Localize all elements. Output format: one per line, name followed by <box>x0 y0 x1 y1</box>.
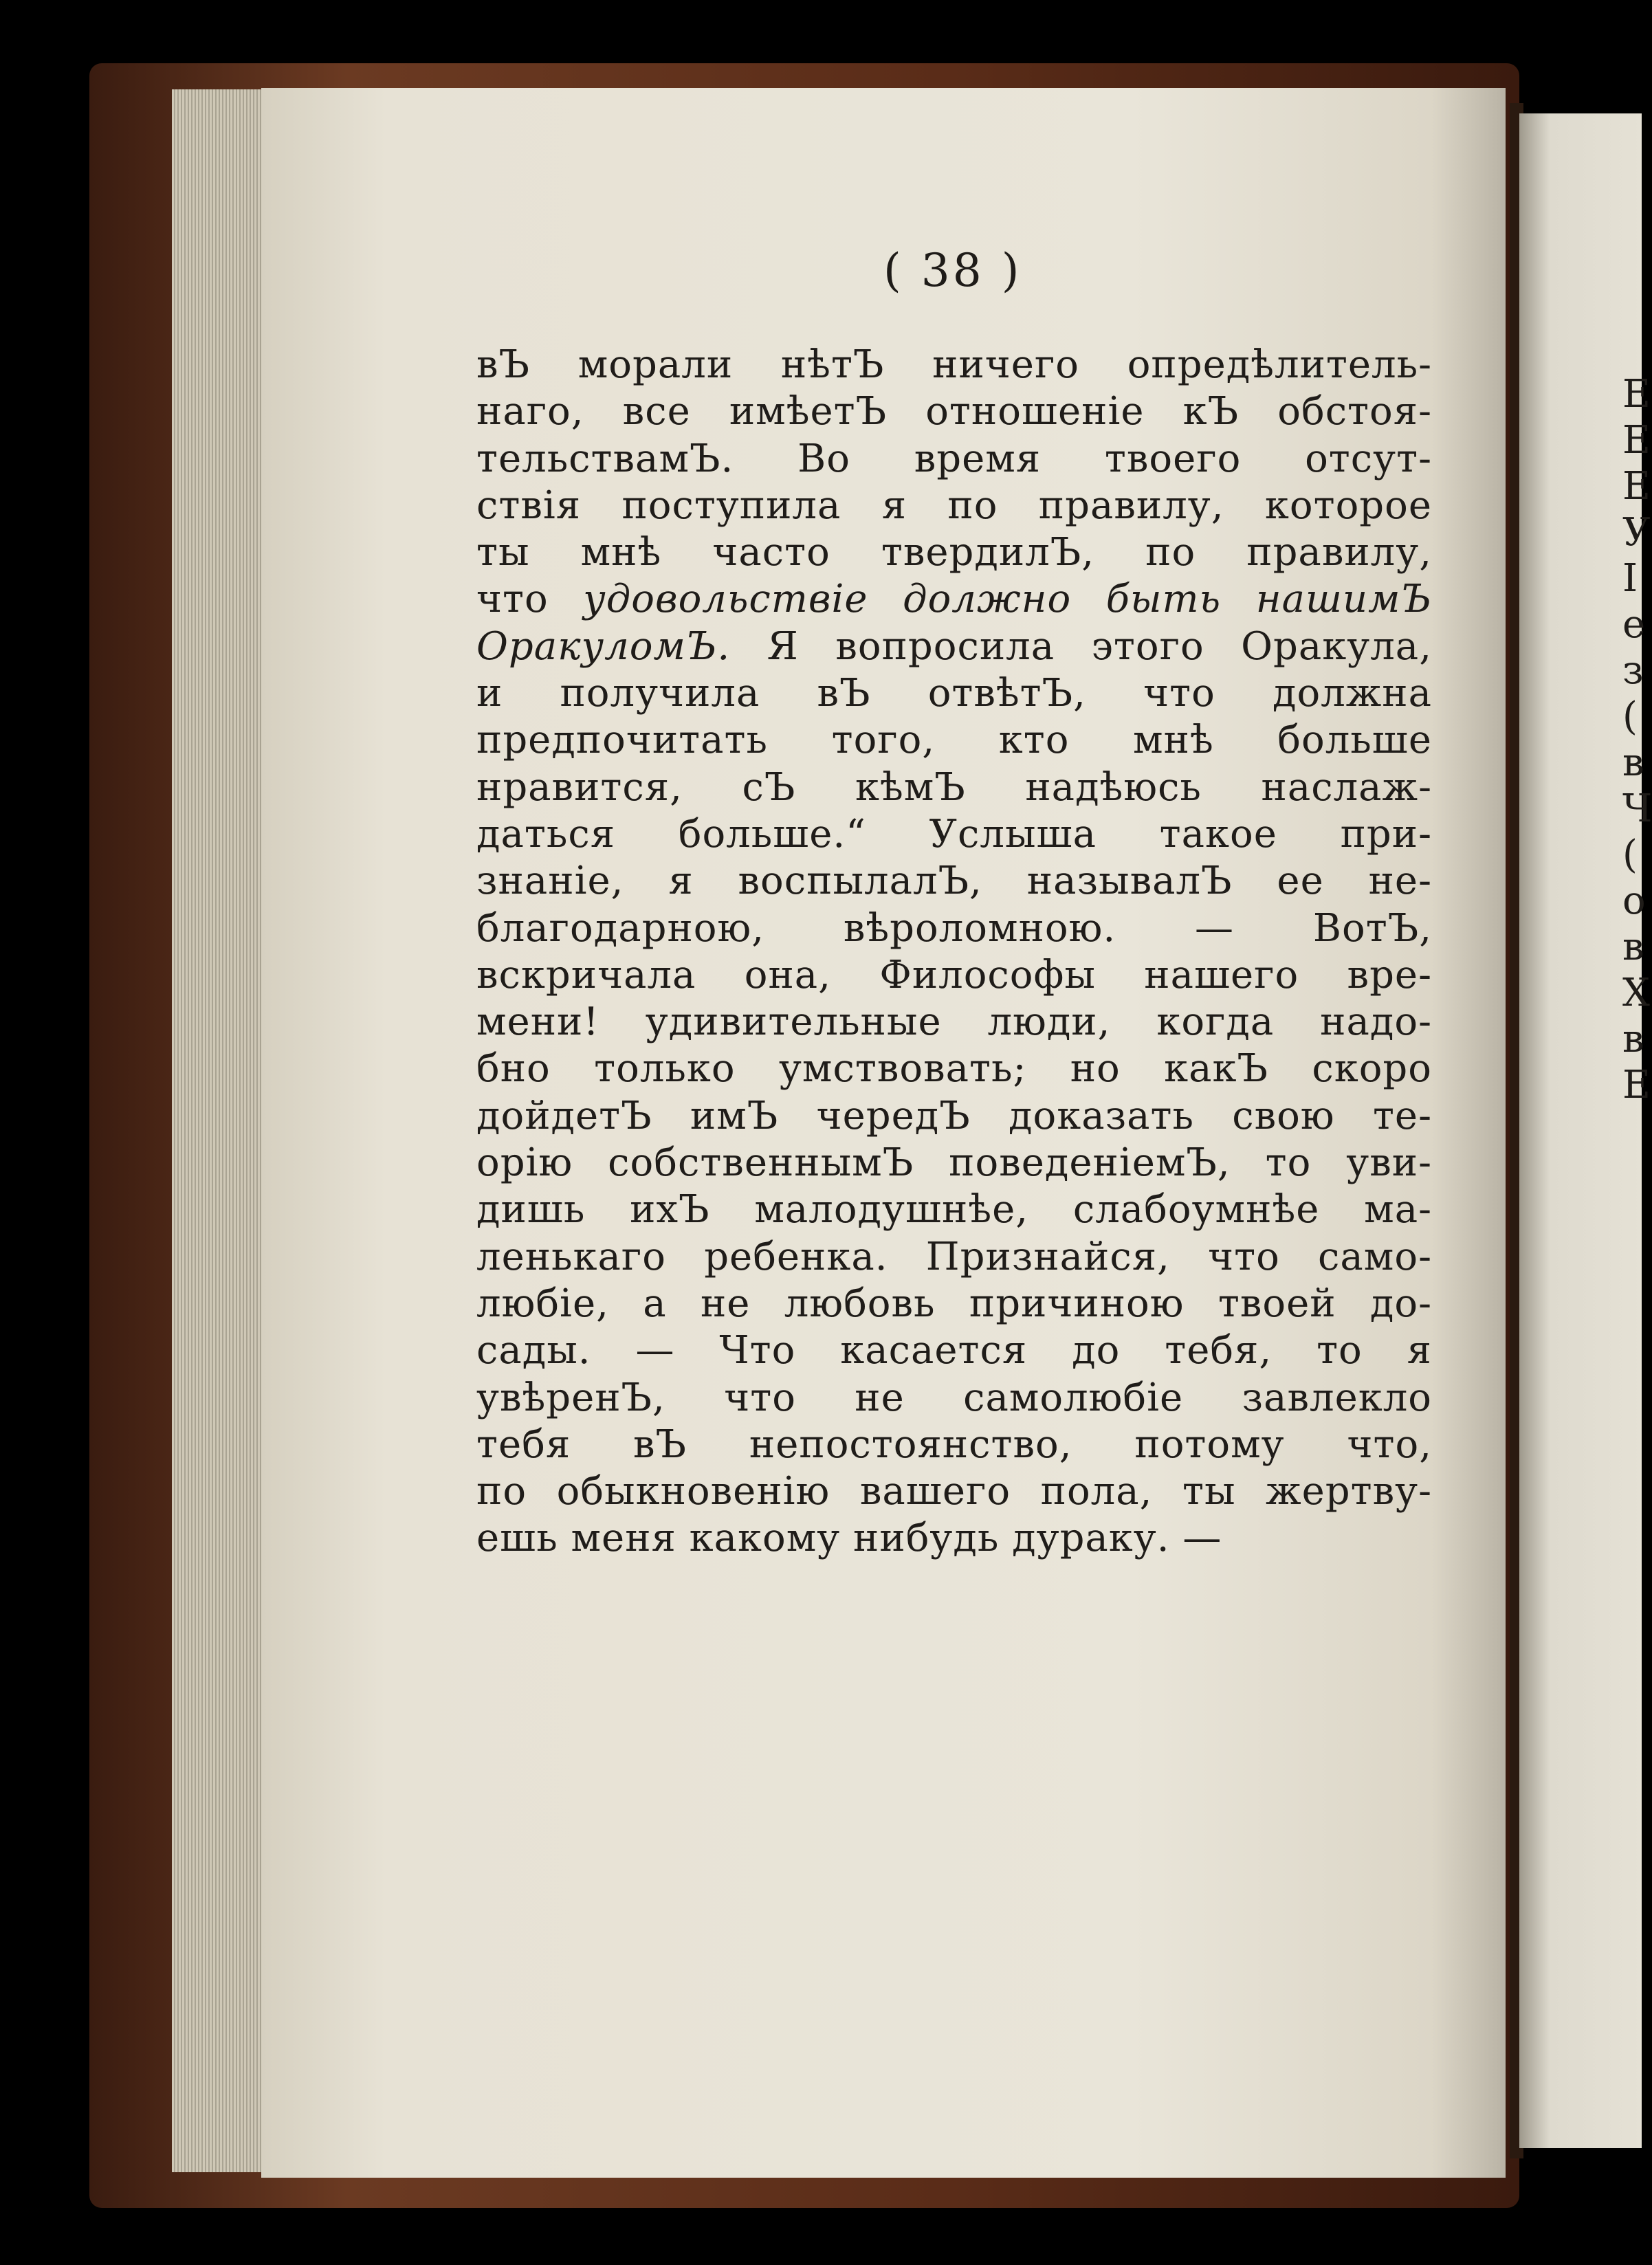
text-line: сады. — Что касается до тебя, то я <box>476 1328 1432 1373</box>
facing-page-letter: Е <box>1622 372 1651 417</box>
facing-page-letter: о <box>1622 879 1646 923</box>
text-line: орію собственнымЪ поведеніемЪ, то уви- <box>476 1140 1432 1186</box>
text-line: по обыкновенію вашего пола, ты жертву- <box>476 1469 1432 1514</box>
text-line: наго, все имѣетЪ отношеніе кЪ обстоя- <box>476 389 1432 434</box>
facing-page-letter: І <box>1622 556 1638 601</box>
page-number: ( 38 ) <box>883 244 1022 297</box>
facing-page-letter: Х <box>1622 971 1650 1015</box>
facing-page-letter: в <box>1622 1017 1644 1061</box>
text-segment: Я вопросила этого Оракула, <box>767 623 1432 669</box>
facing-page-letter: Ч <box>1622 786 1652 831</box>
text-line: ствія поступила я по правилу, которое <box>476 483 1432 528</box>
text-line: и получила вЪ отвѣтЪ, что должна <box>476 671 1432 716</box>
facing-page-letter: ( <box>1622 832 1638 877</box>
text-line: ешь меня какому нибудь дураку. — <box>476 1516 1222 1561</box>
text-segment: что <box>476 577 549 622</box>
text-line: нравится, сЪ кѣмЪ надѣюсь наслаж- <box>476 764 1432 810</box>
text-line: вЪ морали нѣтЪ ничего опредѣлитель- <box>476 342 1432 387</box>
text-line: знаніе, я воспылалЪ, называлЪ ее не- <box>476 859 1432 904</box>
facing-page-letter: У <box>1622 510 1651 555</box>
text-line: дойдетЪ имЪ чередЪ доказать свою те- <box>476 1093 1432 1138</box>
facing-page-letter: Е <box>1622 464 1651 509</box>
facing-page-text <box>1622 371 1652 1108</box>
facing-page-letter: е <box>1622 602 1646 647</box>
text-line: ты мнѣ часто твердилЪ, по правилу, <box>476 530 1432 575</box>
text-line <box>476 576 1432 623</box>
text-line: бно только умствовать; но какЪ скоро <box>476 1046 1432 1092</box>
text-line: тельствамЪ. Во время твоего отсут- <box>476 436 1432 481</box>
text-line: предпочитать того, кто мнѣ больше <box>476 718 1432 763</box>
text-line: благодарною, вѣроломною. — ВотЪ, <box>476 905 1432 951</box>
text-line: любіе, а не любовь причиною твоей до- <box>476 1281 1432 1326</box>
facing-page-letter: з <box>1622 648 1644 693</box>
facing-page-letter: Е <box>1622 1063 1651 1107</box>
text-line: тебя вЪ непостоянство, потому что, <box>476 1422 1432 1467</box>
facing-page-letter: ( <box>1622 694 1638 739</box>
text-line: увѣренЪ, что не самолюбіе завлекло <box>476 1375 1432 1420</box>
facing-page-letter: в <box>1622 740 1644 785</box>
text-line: вскричала она, Философы нашего вре- <box>476 952 1432 997</box>
text-line: дишь ихЪ малодушнѣе, слабоумнѣе ма- <box>476 1187 1432 1233</box>
text-line: мени! удивительные люди, когда надо- <box>476 999 1432 1045</box>
text-line: ленькаго ребенка. Признайся, что само- <box>476 1234 1432 1279</box>
facing-page-letter: Е <box>1622 418 1651 463</box>
italic-quote: ОракуломЪ. <box>476 623 731 669</box>
body-text <box>476 342 1432 1562</box>
text-line: даться больше.“ Услыша такое при- <box>476 811 1432 857</box>
facing-page-letter: в <box>1622 925 1644 969</box>
italic-quote: удовольствіе должно быть нашимЪ <box>583 577 1432 622</box>
page-edges <box>172 89 275 2172</box>
text-line <box>476 623 1432 670</box>
